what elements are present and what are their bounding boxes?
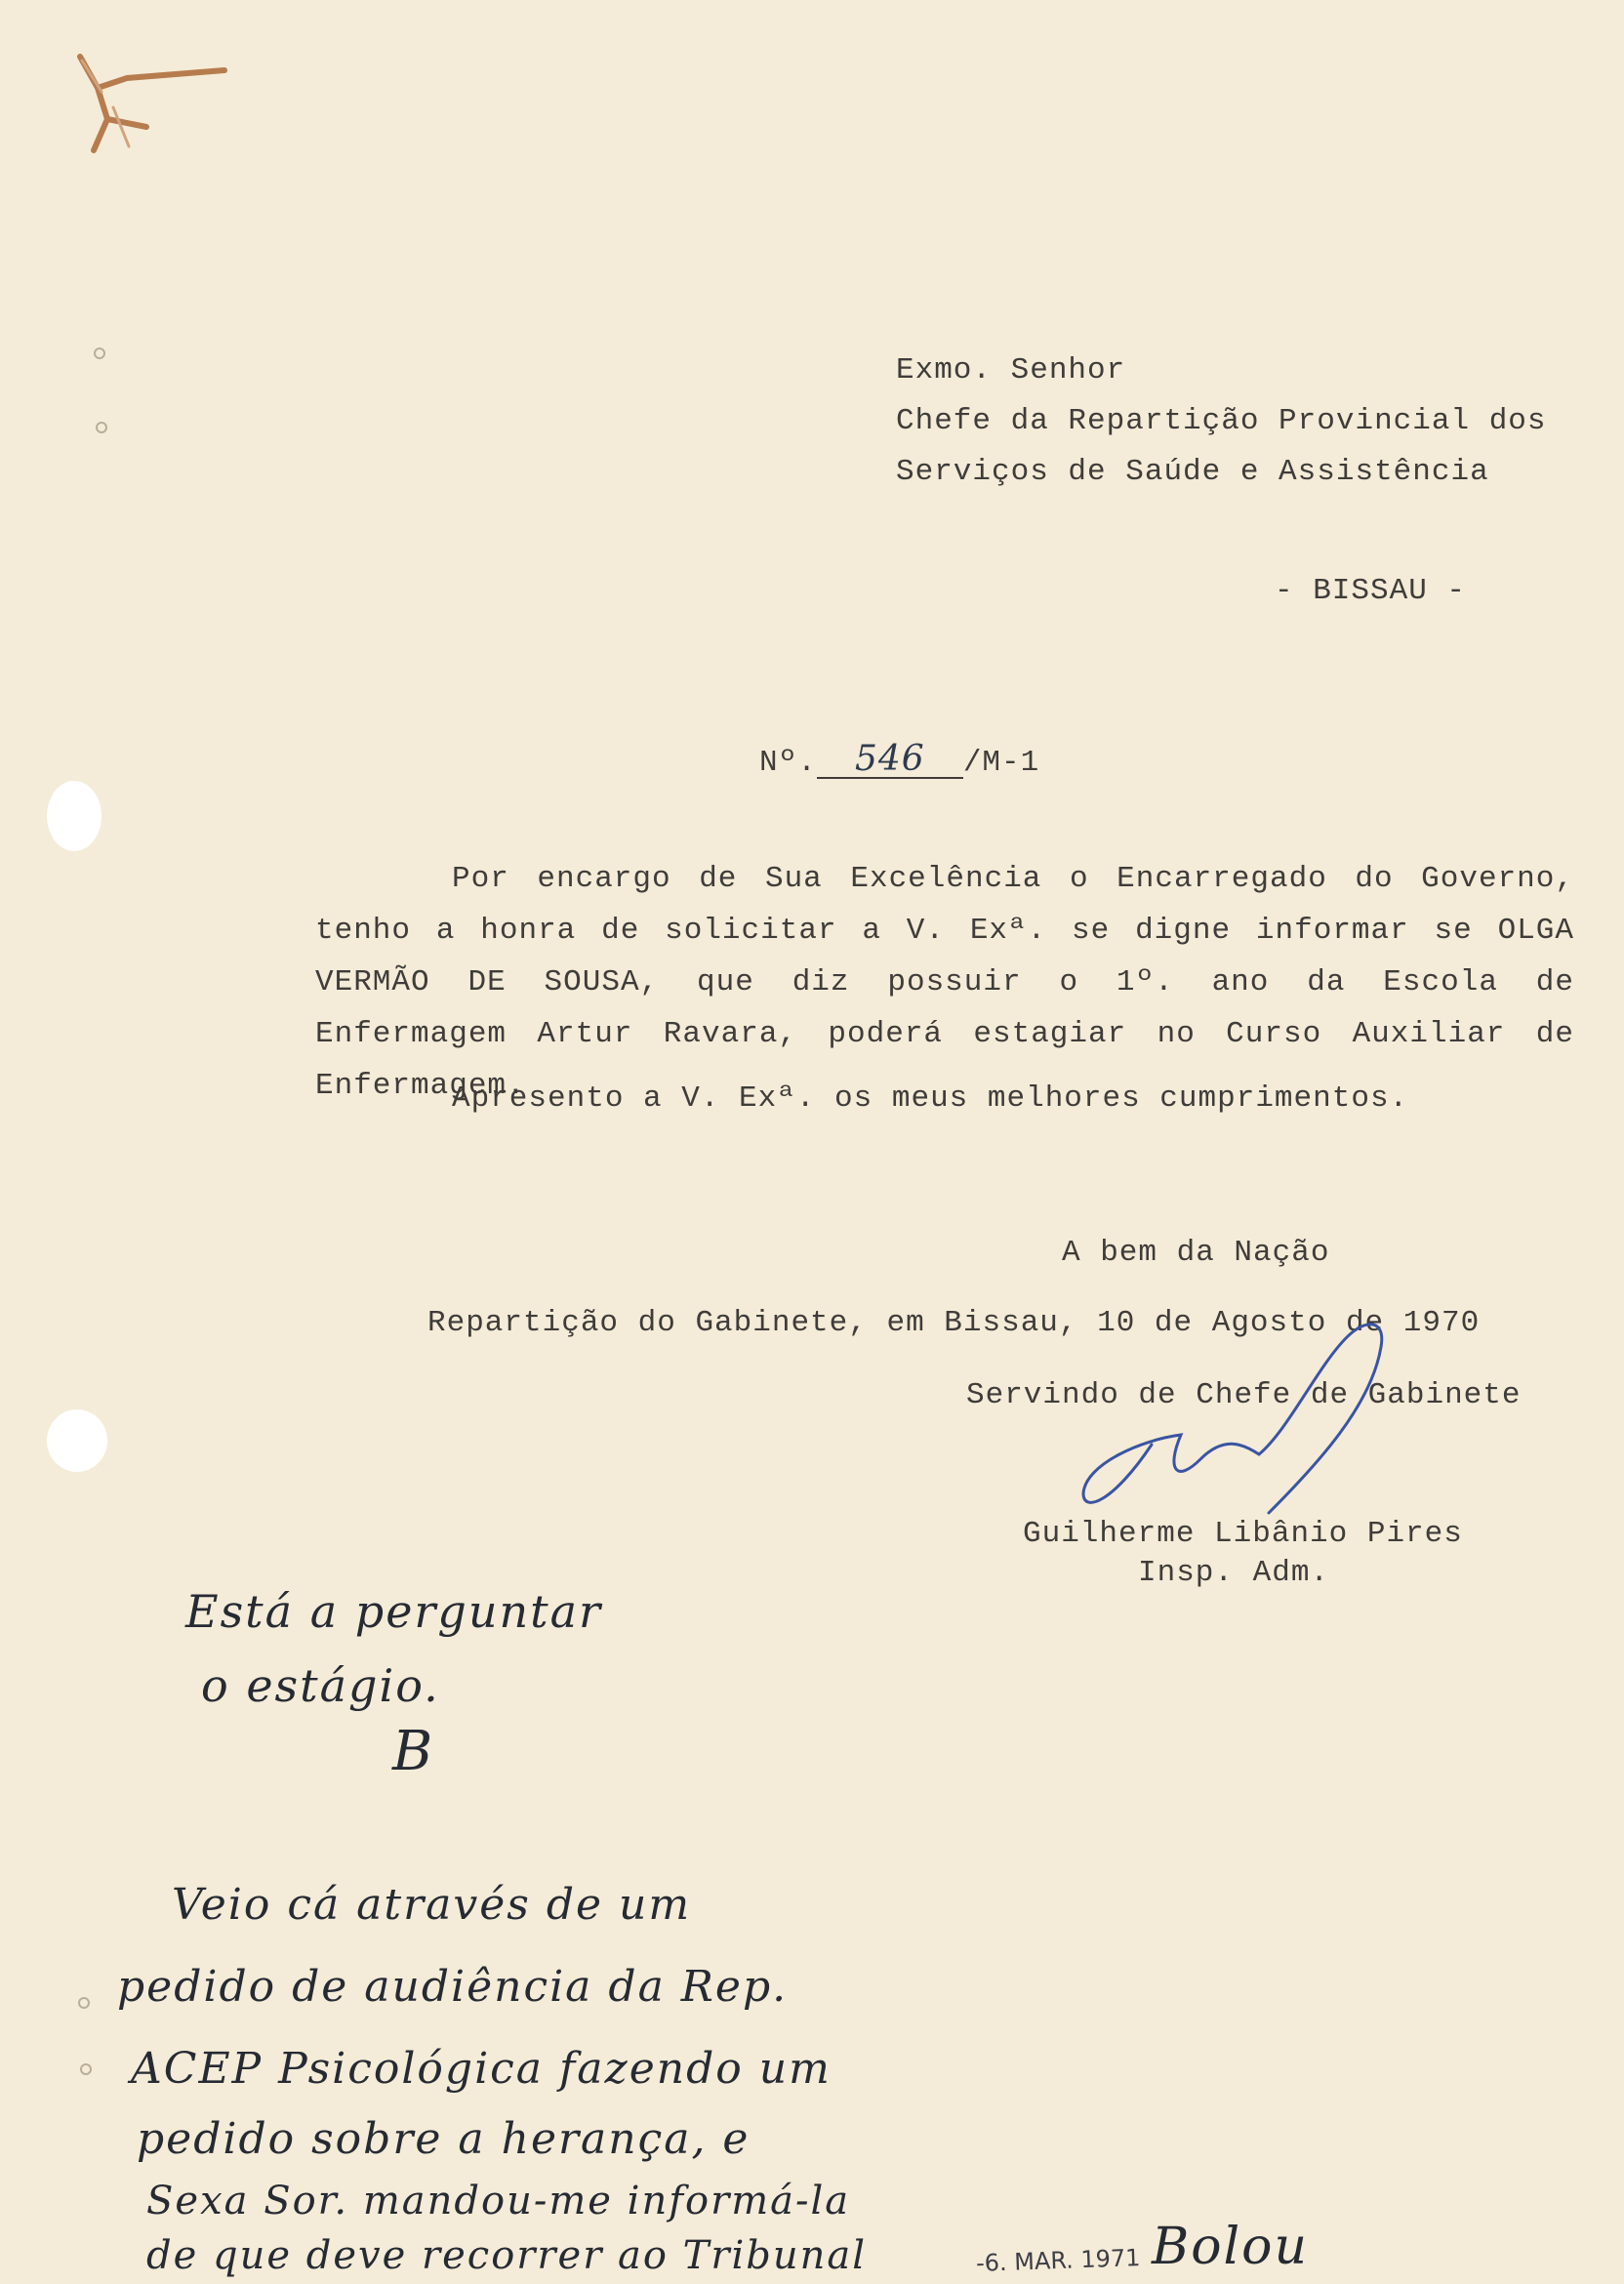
reference-suffix: /M-1: [962, 746, 1040, 780]
reference-handwritten-number: 546: [817, 742, 963, 779]
handwritten-note-1-line-1: Está a perguntar: [185, 1585, 603, 1638]
body-paragraph-2: Apresento a V. Exª. os meus melhores cumprimentos.: [452, 1081, 1409, 1116]
staple-stain-icon: [68, 49, 244, 176]
date-stamp: -6. MAR. 1971: [975, 2244, 1141, 2277]
handwritten-note-2-line-4: pedido sobre a herança, e: [137, 2114, 751, 2164]
paper-mark: [80, 2063, 92, 2075]
handwritten-note-2-signature: Bolou: [1152, 2218, 1309, 2276]
body-paragraph-1: [315, 853, 1574, 1112]
addressee-salutation: Exmo. Senhor: [896, 353, 1126, 387]
handwritten-note-2-line-1: Veio cá através de um: [172, 1880, 692, 1930]
addressee-city: - BISSAU -: [1275, 574, 1467, 608]
closing-name: Guilherme Libânio Pires: [1023, 1517, 1463, 1551]
addressee-line-1: Chefe da Repartição Provincial dos: [896, 404, 1547, 438]
handwritten-note-1-initial: B: [392, 1720, 435, 1783]
handwritten-note-2-line-6: de que deve recorrer ao Tribunal: [146, 2233, 868, 2278]
paper-mark: [78, 1997, 90, 2009]
closing-title: Insp. Adm.: [1138, 1556, 1330, 1590]
closing-role: Servindo de Chefe de Gabinete: [966, 1378, 1522, 1412]
handwritten-note-2-line-2: pedido de audiência da Rep.: [117, 1962, 789, 2012]
reference-number: [759, 739, 1040, 780]
paper-mark: [96, 422, 107, 433]
handwritten-note-2-line-3: ACEP Psicológica fazendo um: [131, 2044, 832, 2094]
handwritten-note-1-line-2: o estágio.: [201, 1659, 440, 1712]
closing-place-date: Repartição do Gabinete, em Bissau, 10 de Agosto de 1970: [427, 1306, 1481, 1340]
closing-motto: A bem da Nação: [1062, 1236, 1330, 1270]
paper-mark: [94, 347, 105, 359]
handwritten-note-2-line-5: Sexa Sor. mandou-me informá-la: [146, 2179, 851, 2223]
reference-prefix: Nº.: [759, 746, 817, 780]
punch-hole-top: [47, 781, 102, 851]
punch-hole-bottom: [47, 1409, 107, 1472]
addressee-line-2: Serviços de Saúde e Assistência: [896, 455, 1489, 489]
signature-icon: [1074, 1298, 1405, 1523]
body-paragraph-1-text: Por encargo de Sua Excelência o Encarregado do Governo, tenho a honra de solicitar a V. Exª. se digne informar se OLGA VERMÃO DE SOUSA, que diz possuir o 1º. ano da Escola de Enfermagem Artur Ravara, poderá estagiar no Curso Auxiliar de Enfermagem.: [315, 862, 1574, 1103]
